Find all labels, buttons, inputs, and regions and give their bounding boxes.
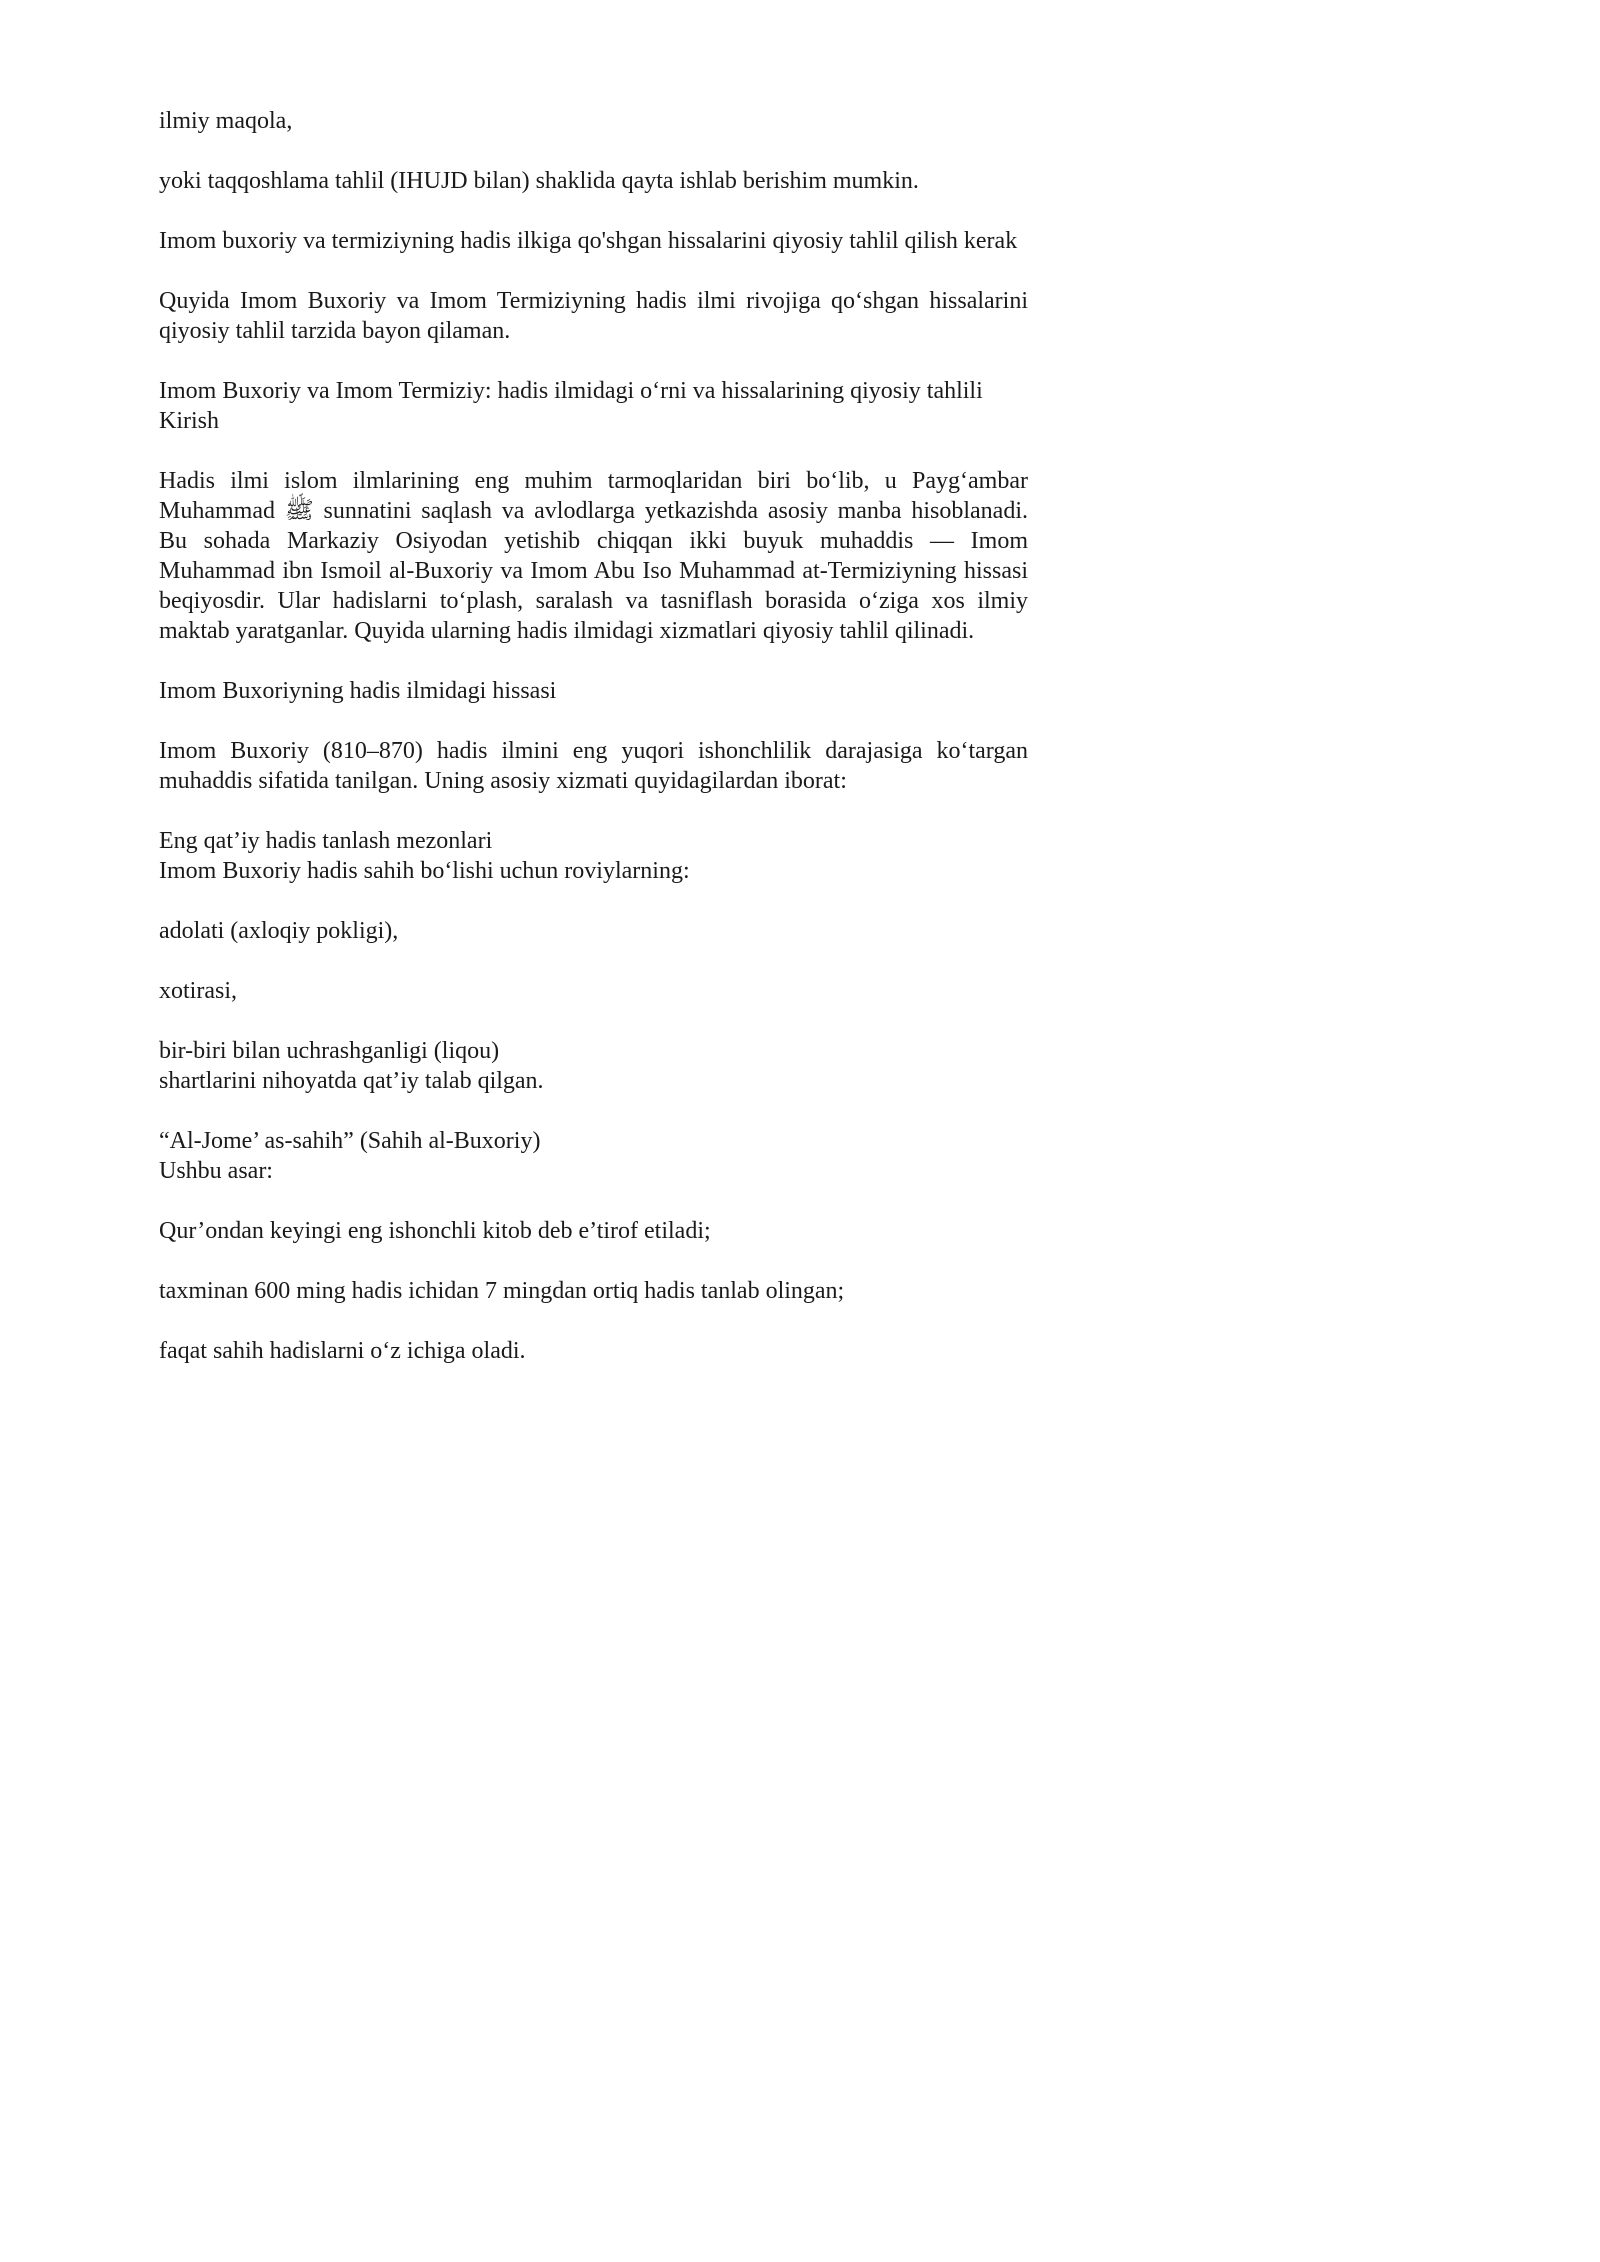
section-heading: Imom Buxoriyning hadis ilmidagi hissasi xyxy=(159,678,557,704)
paragraph: Ushbu asar: xyxy=(159,1158,273,1184)
document-page xyxy=(0,0,1105,1562)
paragraph: shartlarini nihoyatda qat’iy talab qilgan. xyxy=(159,1068,544,1094)
list-item: taxminan 600 ming hadis ichidan 7 mingdan ortiq hadis tanlab olingan; xyxy=(159,1278,845,1304)
paragraph: Imom buxoriy va termiziyning hadis ilkiga qo'shgan hissalarini qiyosiy tahlil qilish kerak xyxy=(159,228,1018,254)
document-body xyxy=(159,106,1028,1396)
section-heading: Kirish xyxy=(159,408,219,434)
list-item: adolati (axloqiy pokligi), xyxy=(159,918,399,944)
list-item: bir-biri bilan uchrashganligi (liqou) xyxy=(159,1038,500,1064)
paragraph: Hadis ilmi islom ilmlarining eng muhim tarmoqlaridan biri bo‘lib, u Payg‘ambar Muhammad ﷺ sunnatini saqlash va avlodlarga yetkazishda asosiy manba hisoblanadi. Bu sohada Markaziy Osiyodan yetishib chiqqan ikki buyuk muhaddis — Imom Muhammad ibn Ismoil al-Buxoriy va Imom Abu Iso Muhammad at-Termiziyning hissasi beqiyosdir. Ular hadislarni to‘plash, saralash va tasniflash borasida o‘ziga xos ilmiy maktab yaratganlar. Quyida ularning hadis ilmidagi xizmatlari qiyosiy tahlil qilinadi. xyxy=(159,468,1029,644)
paragraph: yoki taqqoshlama tahlil (IHUJD bilan) shaklida qayta ishlab berishim mumkin. xyxy=(159,168,919,194)
list-item: faqat sahih hadislarni o‘z ichiga oladi. xyxy=(159,1338,526,1364)
subheading: “Al-Jome’ as-sahih” (Sahih al-Buxoriy) xyxy=(159,1128,541,1154)
list-item: Qur’ondan keyingi eng ishonchli kitob deb e’tirof etiladi; xyxy=(159,1218,711,1244)
paragraph: Imom Buxoriy (810–870) hadis ilmini eng yuqori ishonchlilik darajasiga ko‘targan muhaddis sifatida tanilgan. Uning asosiy xizmati quyidagilardan iborat: xyxy=(159,738,1028,794)
paragraph: Quyida Imom Buxoriy va Imom Termiziyning hadis ilmi rivojiga qo‘shgan hissalarini qiyosiy tahlil tarzida bayon qilaman. xyxy=(159,288,1028,344)
list-item: xotirasi, xyxy=(159,978,237,1004)
section-title: Imom Buxoriy va Imom Termiziy: hadis ilmidagi o‘rni va hissalarining qiyosiy tahlili xyxy=(159,378,983,404)
paragraph: Imom Buxoriy hadis sahih bo‘lishi uchun roviylarning: xyxy=(159,858,690,884)
paragraph: ilmiy maqola, xyxy=(159,108,293,134)
subheading: Eng qat’iy hadis tanlash mezonlari xyxy=(159,828,493,854)
